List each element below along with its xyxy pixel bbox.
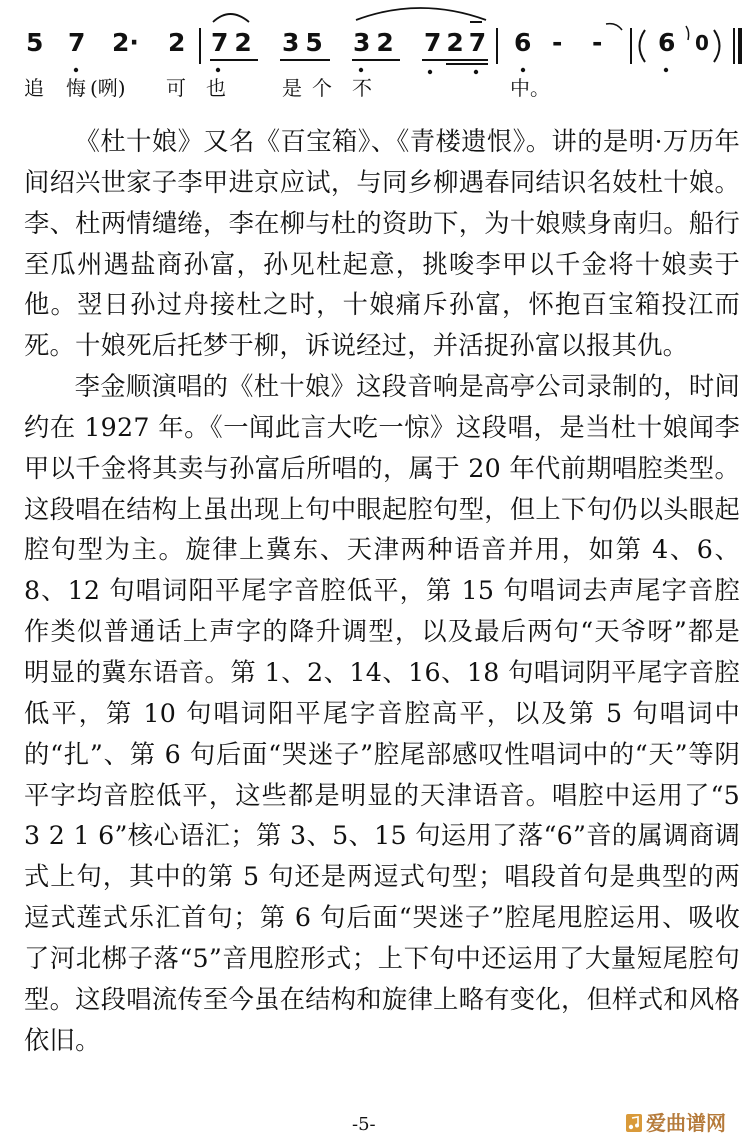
score-note: 2 [168, 28, 186, 57]
score-lyric: 是 [282, 76, 302, 100]
score-note: 6 [514, 28, 532, 57]
score-lyric: 中。 [510, 76, 550, 100]
score-note: 5 [26, 28, 44, 57]
music-note-logo-icon [626, 1113, 642, 1131]
score-lyric: 也 [206, 76, 226, 100]
score-lyric: 不 [352, 76, 372, 100]
score-note: 7 [68, 28, 86, 57]
page-footer [0, 1102, 750, 1136]
score-note: 2· [112, 28, 139, 57]
page-number: -5- [352, 1114, 376, 1135]
score-note: 0 [695, 31, 709, 55]
score-note: - [592, 28, 603, 57]
score-note: - [552, 28, 563, 57]
score-lyric: 可 [166, 76, 186, 100]
paragraph-synopsis: 《杜十娘》又名《百宝箱》、《青楼遗恨》。讲的是明·万历年间绍兴世家子李甲进京应试，与同乡柳遇春同结识名妓杜十娘。李、杜两情缱绻，李在柳与杜的资助下，为十娘赎身南归。船行至瓜州遇盐商孙富，孙见杜起意，挑唆李甲以千金将十娘卖于他。翌日孙过舟接杜之时，十娘痛斥孙富，怀抱百宝箱投江而死。十娘死后托梦于柳，诉说经过，并活捉孙富以报其仇。 [24, 127, 740, 361]
paragraph-analysis: 李金顺演唱的《杜十娘》这段音响是高亭公司录制的，时间约在 1927 年。《一闻此言大吃一惊》这段唱，是当杜十娘闻李甲以千金将其卖与孙富后所唱的，属于 20 年代前期唱腔类型。这段唱在结构上虽出现上句中眼起腔句型，但上下句仍以头眼起腔句型为主。旋律上冀东、天津两种语音并用，如第 4、6、8、12 句唱词阳平尾字音腔低平，第 15 句唱词去声尾字音腔作类似普通话上声字的降升调型，以及最后两句“天爷呀”都是明显的冀东语音。第 1、2、14、16、18 句唱词阴平尾字音腔低平，第 10 句唱词阳平尾字音腔高平，以及第 5 句唱词中的“扎”、第 6 句后面“哭迷子”腔尾部感叹性唱词中的“天”等阴平字均音腔低平，这些都是明显的天津语音。唱腔中运用了“5 3 2 1 6”核心语汇；第 3、5、15 句运用了落“6”音的属调商调式上句，其中的第 5 句还是两逗式句型；唱段首句是典型的两逗式莲式乐汇首句；第 6 句后面“哭迷子”腔尾甩腔运用、吸收了河北梆子落“5”音甩腔形式；上下句中还运用了大量短尾腔句型。这段唱流传至今虽在结构和旋律上略有变化，但样式和风格依旧。 [24, 372, 740, 1055]
score-note: 727 [424, 28, 492, 57]
article-body [24, 122, 740, 1061]
music-score [0, 0, 750, 110]
score-lyric: 个 [312, 76, 332, 100]
score-lyric: (咧) [90, 76, 126, 100]
score-lyric: 追 [24, 76, 44, 100]
score-note: 72 [211, 28, 258, 57]
watermark-text: 爱曲谱网 [646, 1111, 726, 1135]
score-lyric: 悔 [66, 76, 86, 100]
score-note: 35 [282, 28, 329, 57]
site-watermark [626, 1107, 726, 1136]
score-note: 32 [353, 28, 400, 57]
score-note: 6 [658, 28, 676, 57]
